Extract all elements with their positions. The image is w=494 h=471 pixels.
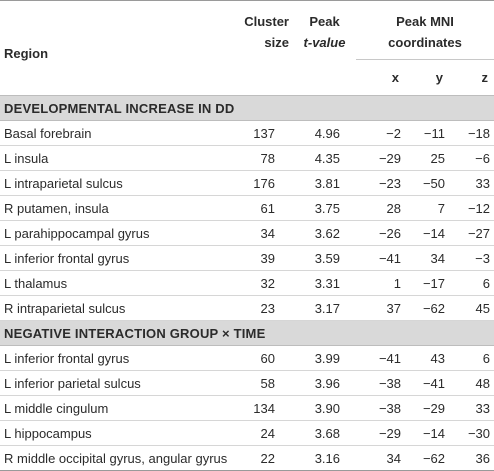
cell-size: 22 (238, 446, 293, 471)
header-region: Region (0, 1, 238, 96)
cell-y: −62 (403, 446, 447, 471)
cell-x: −38 (356, 371, 403, 396)
cell-size: 78 (238, 146, 293, 171)
cell-region: Basal forebrain (0, 121, 238, 146)
cell-x: −38 (356, 396, 403, 421)
cell-size: 134 (238, 396, 293, 421)
cell-size: 34 (238, 221, 293, 246)
header-mni (356, 1, 494, 60)
table-row (0, 221, 494, 246)
cell-y: −17 (403, 271, 447, 296)
header-mni-line2: coordinates (388, 35, 462, 50)
cell-z: 33 (447, 171, 494, 196)
cell-z: 48 (447, 371, 494, 396)
cell-x: 1 (356, 271, 403, 296)
section-title: NEGATIVE INTERACTION GROUP × TIME (0, 321, 494, 346)
cell-y: 43 (403, 346, 447, 371)
cell-region: R intraparietal sulcus (0, 296, 238, 321)
header-cluster-line1: Cluster (244, 14, 289, 29)
cell-region: L inferior frontal gyrus (0, 246, 238, 271)
cell-t: 3.31 (293, 271, 356, 296)
cell-z: 6 (447, 271, 494, 296)
cell-z: 45 (447, 296, 494, 321)
cell-region: L parahippocampal gyrus (0, 221, 238, 246)
header-peak-line1: Peak (309, 14, 340, 29)
section-header-row (0, 96, 494, 121)
cell-region: R middle occipital gyrus, angular gyrus (0, 446, 238, 471)
table-body (0, 96, 494, 471)
cell-region: L middle cingulum (0, 396, 238, 421)
header-peak-line2: t-value (303, 35, 346, 50)
table-row (0, 421, 494, 446)
cell-x: −29 (356, 421, 403, 446)
cell-z: 36 (447, 446, 494, 471)
cell-region: L inferior frontal gyrus (0, 346, 238, 371)
cell-region: R putamen, insula (0, 196, 238, 221)
cell-region: L intraparietal sulcus (0, 171, 238, 196)
header-mni-line1: Peak MNI (396, 14, 454, 29)
table-row (0, 296, 494, 321)
cell-t: 4.96 (293, 121, 356, 146)
header-z: z (447, 60, 494, 96)
cell-size: 137 (238, 121, 293, 146)
table-row (0, 396, 494, 421)
cell-size: 23 (238, 296, 293, 321)
cell-y: −14 (403, 221, 447, 246)
cell-region: L hippocampus (0, 421, 238, 446)
header-cluster-size (238, 1, 293, 96)
cell-z: −27 (447, 221, 494, 246)
cell-region: L inferior parietal sulcus (0, 371, 238, 396)
table-row (0, 271, 494, 296)
header-peak-t (293, 1, 356, 96)
cell-y: −14 (403, 421, 447, 446)
cell-y: −50 (403, 171, 447, 196)
cell-x: −23 (356, 171, 403, 196)
cell-t: 3.81 (293, 171, 356, 196)
cell-x: 37 (356, 296, 403, 321)
table-row (0, 371, 494, 396)
cell-t: 4.35 (293, 146, 356, 171)
cell-t: 3.90 (293, 396, 356, 421)
cell-t: 3.17 (293, 296, 356, 321)
table-row (0, 121, 494, 146)
cell-y: −29 (403, 396, 447, 421)
cell-z: −3 (447, 246, 494, 271)
cell-x: 28 (356, 196, 403, 221)
table-row (0, 346, 494, 371)
cell-region: L insula (0, 146, 238, 171)
cell-z: 6 (447, 346, 494, 371)
section-title: DEVELOPMENTAL INCREASE IN DD (0, 96, 494, 121)
cell-t: 3.68 (293, 421, 356, 446)
table-row (0, 446, 494, 471)
cell-size: 58 (238, 371, 293, 396)
cell-region: L thalamus (0, 271, 238, 296)
cell-t: 3.16 (293, 446, 356, 471)
cell-x: −26 (356, 221, 403, 246)
cell-y: −41 (403, 371, 447, 396)
cell-size: 32 (238, 271, 293, 296)
cell-x: −41 (356, 346, 403, 371)
cell-z: 33 (447, 396, 494, 421)
table-row (0, 246, 494, 271)
table-row (0, 146, 494, 171)
cell-z: −18 (447, 121, 494, 146)
header-x: x (356, 60, 403, 96)
cell-t: 3.75 (293, 196, 356, 221)
cell-y: −62 (403, 296, 447, 321)
cell-size: 39 (238, 246, 293, 271)
cell-z: −12 (447, 196, 494, 221)
cell-z: −6 (447, 146, 494, 171)
cell-y: 34 (403, 246, 447, 271)
cell-y: −11 (403, 121, 447, 146)
cell-t: 3.99 (293, 346, 356, 371)
cell-x: −2 (356, 121, 403, 146)
cell-size: 60 (238, 346, 293, 371)
header-cluster-line2: size (264, 35, 289, 50)
table-row (0, 196, 494, 221)
cell-z: −30 (447, 421, 494, 446)
header-row (0, 1, 494, 60)
cell-t: 3.96 (293, 371, 356, 396)
header-y: y (403, 60, 447, 96)
cell-size: 176 (238, 171, 293, 196)
cell-t: 3.59 (293, 246, 356, 271)
cell-size: 61 (238, 196, 293, 221)
cell-t: 3.62 (293, 221, 356, 246)
section-header-row (0, 321, 494, 346)
cell-x: −29 (356, 146, 403, 171)
cell-x: −41 (356, 246, 403, 271)
cell-size: 24 (238, 421, 293, 446)
cell-x: 34 (356, 446, 403, 471)
cell-y: 7 (403, 196, 447, 221)
table-row (0, 171, 494, 196)
cell-y: 25 (403, 146, 447, 171)
